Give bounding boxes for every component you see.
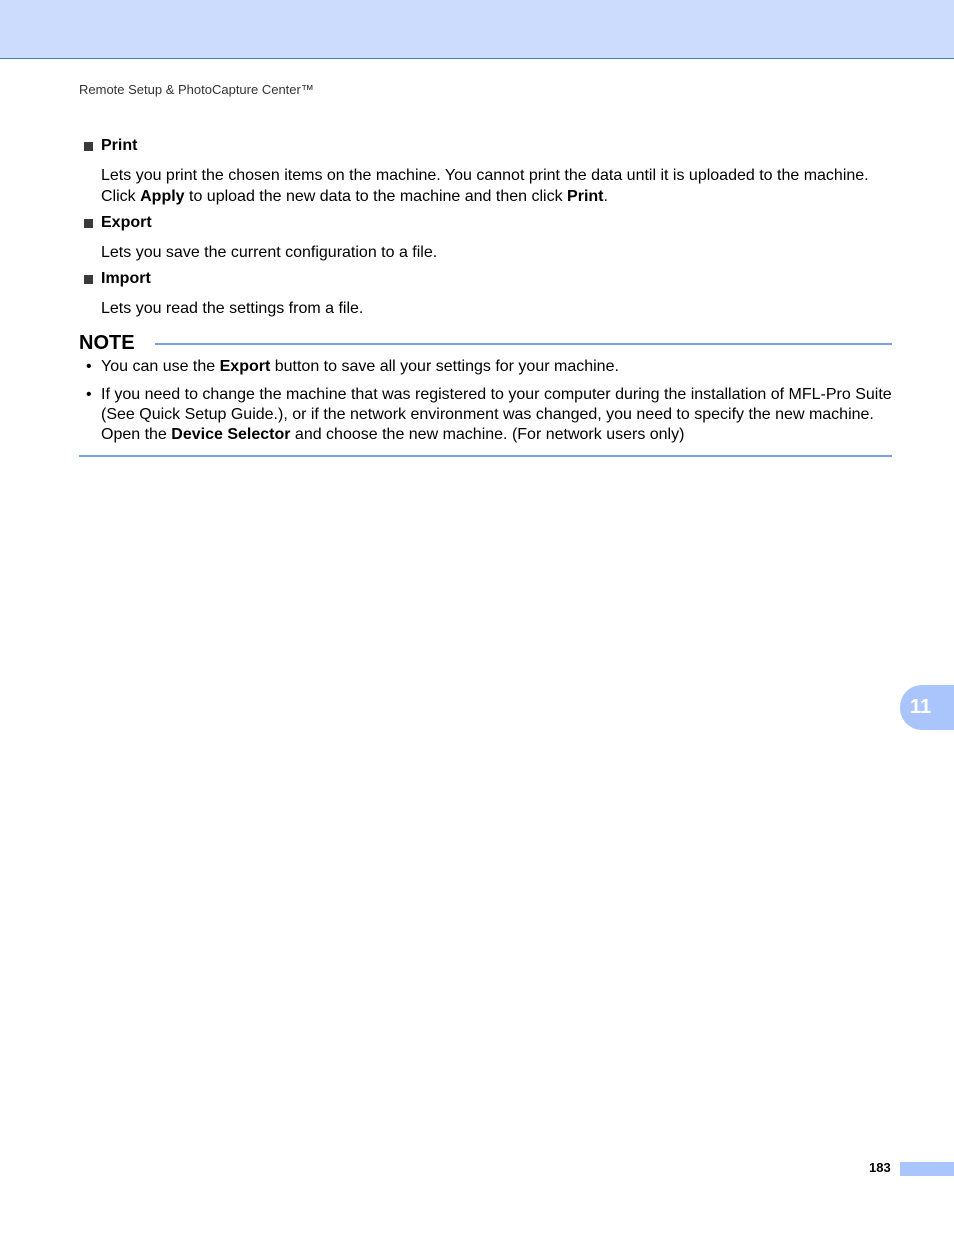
text-run: Lets you read the settings from a file.	[101, 300, 364, 317]
note-bottom-rule	[79, 455, 892, 457]
page-number: 183	[869, 1160, 891, 1175]
text-run: to upload the new data to the machine and then click	[184, 188, 568, 205]
text-run: If you need to change the machine that was registered to your computer during the installation of MFL-Pro Suite (See Quick Setup Guide.), or if the network environment was changed, you need to specify the new machine. Open the	[101, 386, 892, 443]
page-number-bar	[900, 1162, 954, 1176]
note-bullet-1-text	[101, 358, 619, 375]
section-print-description	[101, 165, 891, 207]
section-print-title	[84, 137, 137, 155]
bullet-dot-icon: •	[86, 386, 92, 403]
note-bullet-1	[86, 357, 896, 377]
section-print-label: Print	[101, 137, 138, 154]
top-band	[0, 0, 954, 59]
text-run: Lets you print the chosen items on the machine. You cannot print the data until it is uploaded to the machine. Click	[101, 167, 869, 205]
text-run: button to save all your settings for your machine.	[270, 358, 619, 375]
text-run: Lets you save the current configuration to a file.	[101, 244, 438, 261]
note-bullet-2-text	[101, 386, 892, 443]
note-title: NOTE	[79, 332, 135, 354]
bold-term: Print	[567, 188, 604, 205]
running-header: Remote Setup & PhotoCapture Center™	[79, 82, 314, 97]
bullet-dot-icon: •	[86, 358, 92, 375]
text-run: and choose the new machine. (For network users only)	[290, 426, 685, 443]
chapter-tab: 11	[900, 685, 954, 730]
section-export-label: Export	[101, 214, 152, 231]
section-import-title	[84, 270, 151, 288]
text-run: You can use the	[101, 358, 220, 375]
section-export-description	[101, 242, 891, 263]
note-bullet-2	[86, 385, 896, 445]
section-export-title	[84, 214, 152, 232]
section-import-label: Import	[101, 270, 151, 287]
section-import-description	[101, 298, 891, 319]
bold-term: Device Selector	[171, 426, 291, 443]
square-bullet-icon	[84, 142, 93, 151]
square-bullet-icon	[84, 219, 93, 228]
text-run: .	[603, 188, 608, 205]
note-top-rule	[155, 343, 892, 345]
bold-term: Apply	[140, 188, 185, 205]
bold-term: Export	[219, 358, 271, 375]
square-bullet-icon	[84, 275, 93, 284]
